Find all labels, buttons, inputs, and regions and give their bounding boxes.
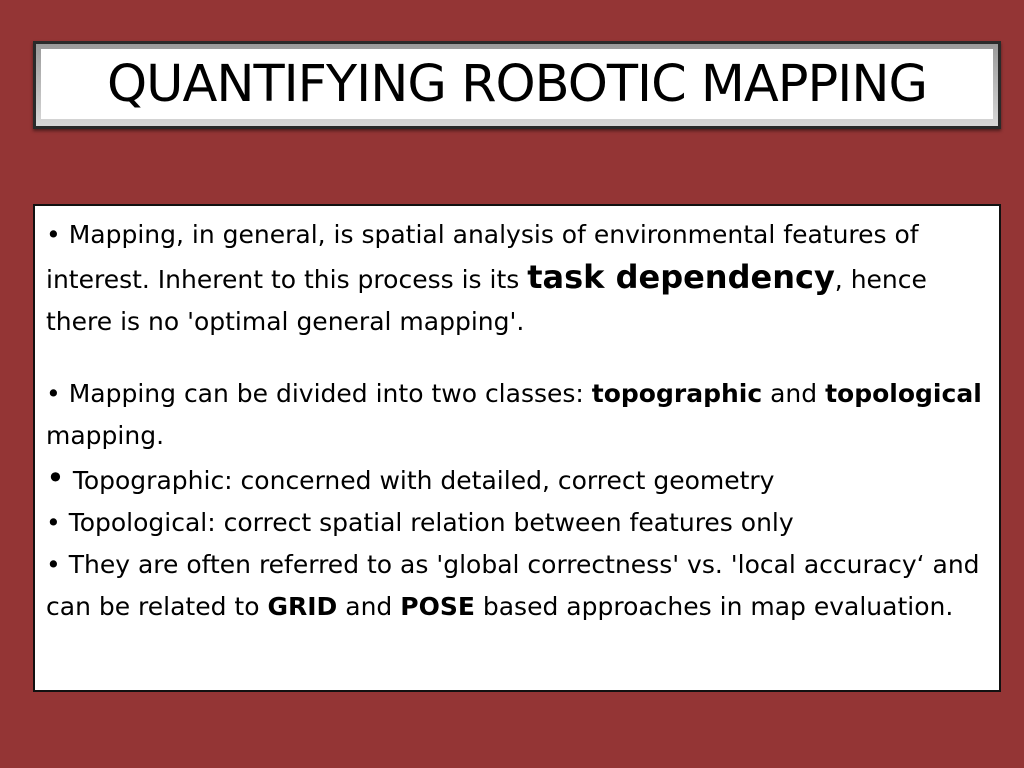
title-panel [41,49,993,119]
term-pose: POSE [400,592,475,621]
paragraph-text: and [762,379,826,408]
paragraph-mapping-classes [46,373,991,457]
paragraph-text: Mapping can be divided into two classes: [68,379,592,408]
term-grid: GRID [267,592,338,621]
paragraph-text: and [337,592,401,621]
paragraph-text: They are often referred to as 'global correctness' vs. 'local accuracy‘ and can be related to [46,550,980,621]
title-frame [33,41,1001,129]
bullet-marker: • [46,220,61,249]
paragraph-text: mapping. [46,421,165,450]
paragraph-mapping-definition [46,214,991,343]
bullet-marker: • [46,508,61,537]
term-topographic: topographic [591,379,763,408]
content-panel [33,204,1001,692]
emphasis-task-dependency: task dependency [527,258,835,296]
bullet-marker: • [46,459,65,497]
paragraph-topographic [46,457,991,502]
term-topological: topological [825,379,982,408]
paragraph-text: based approaches in map evaluation. [474,592,954,621]
paragraph-text: , hence there is no 'optimal general mapping'. [46,265,927,336]
slide-title: QUANTIFYING ROBOTIC MAPPING [106,54,928,114]
bullet-marker: • [46,550,61,579]
paragraph-grid-pose [46,544,991,628]
spacer [46,343,991,373]
paragraph-text: Topological: correct spatial relation between features only [68,508,794,537]
paragraph-text: Mapping, in general, is spatial analysis of environmental features of interest. Inherent to this process is its [46,220,919,294]
paragraph-topological [46,502,991,544]
paragraph-text: Topographic: concerned with detailed, correct geometry [72,466,775,495]
bullet-marker: • [46,379,61,408]
